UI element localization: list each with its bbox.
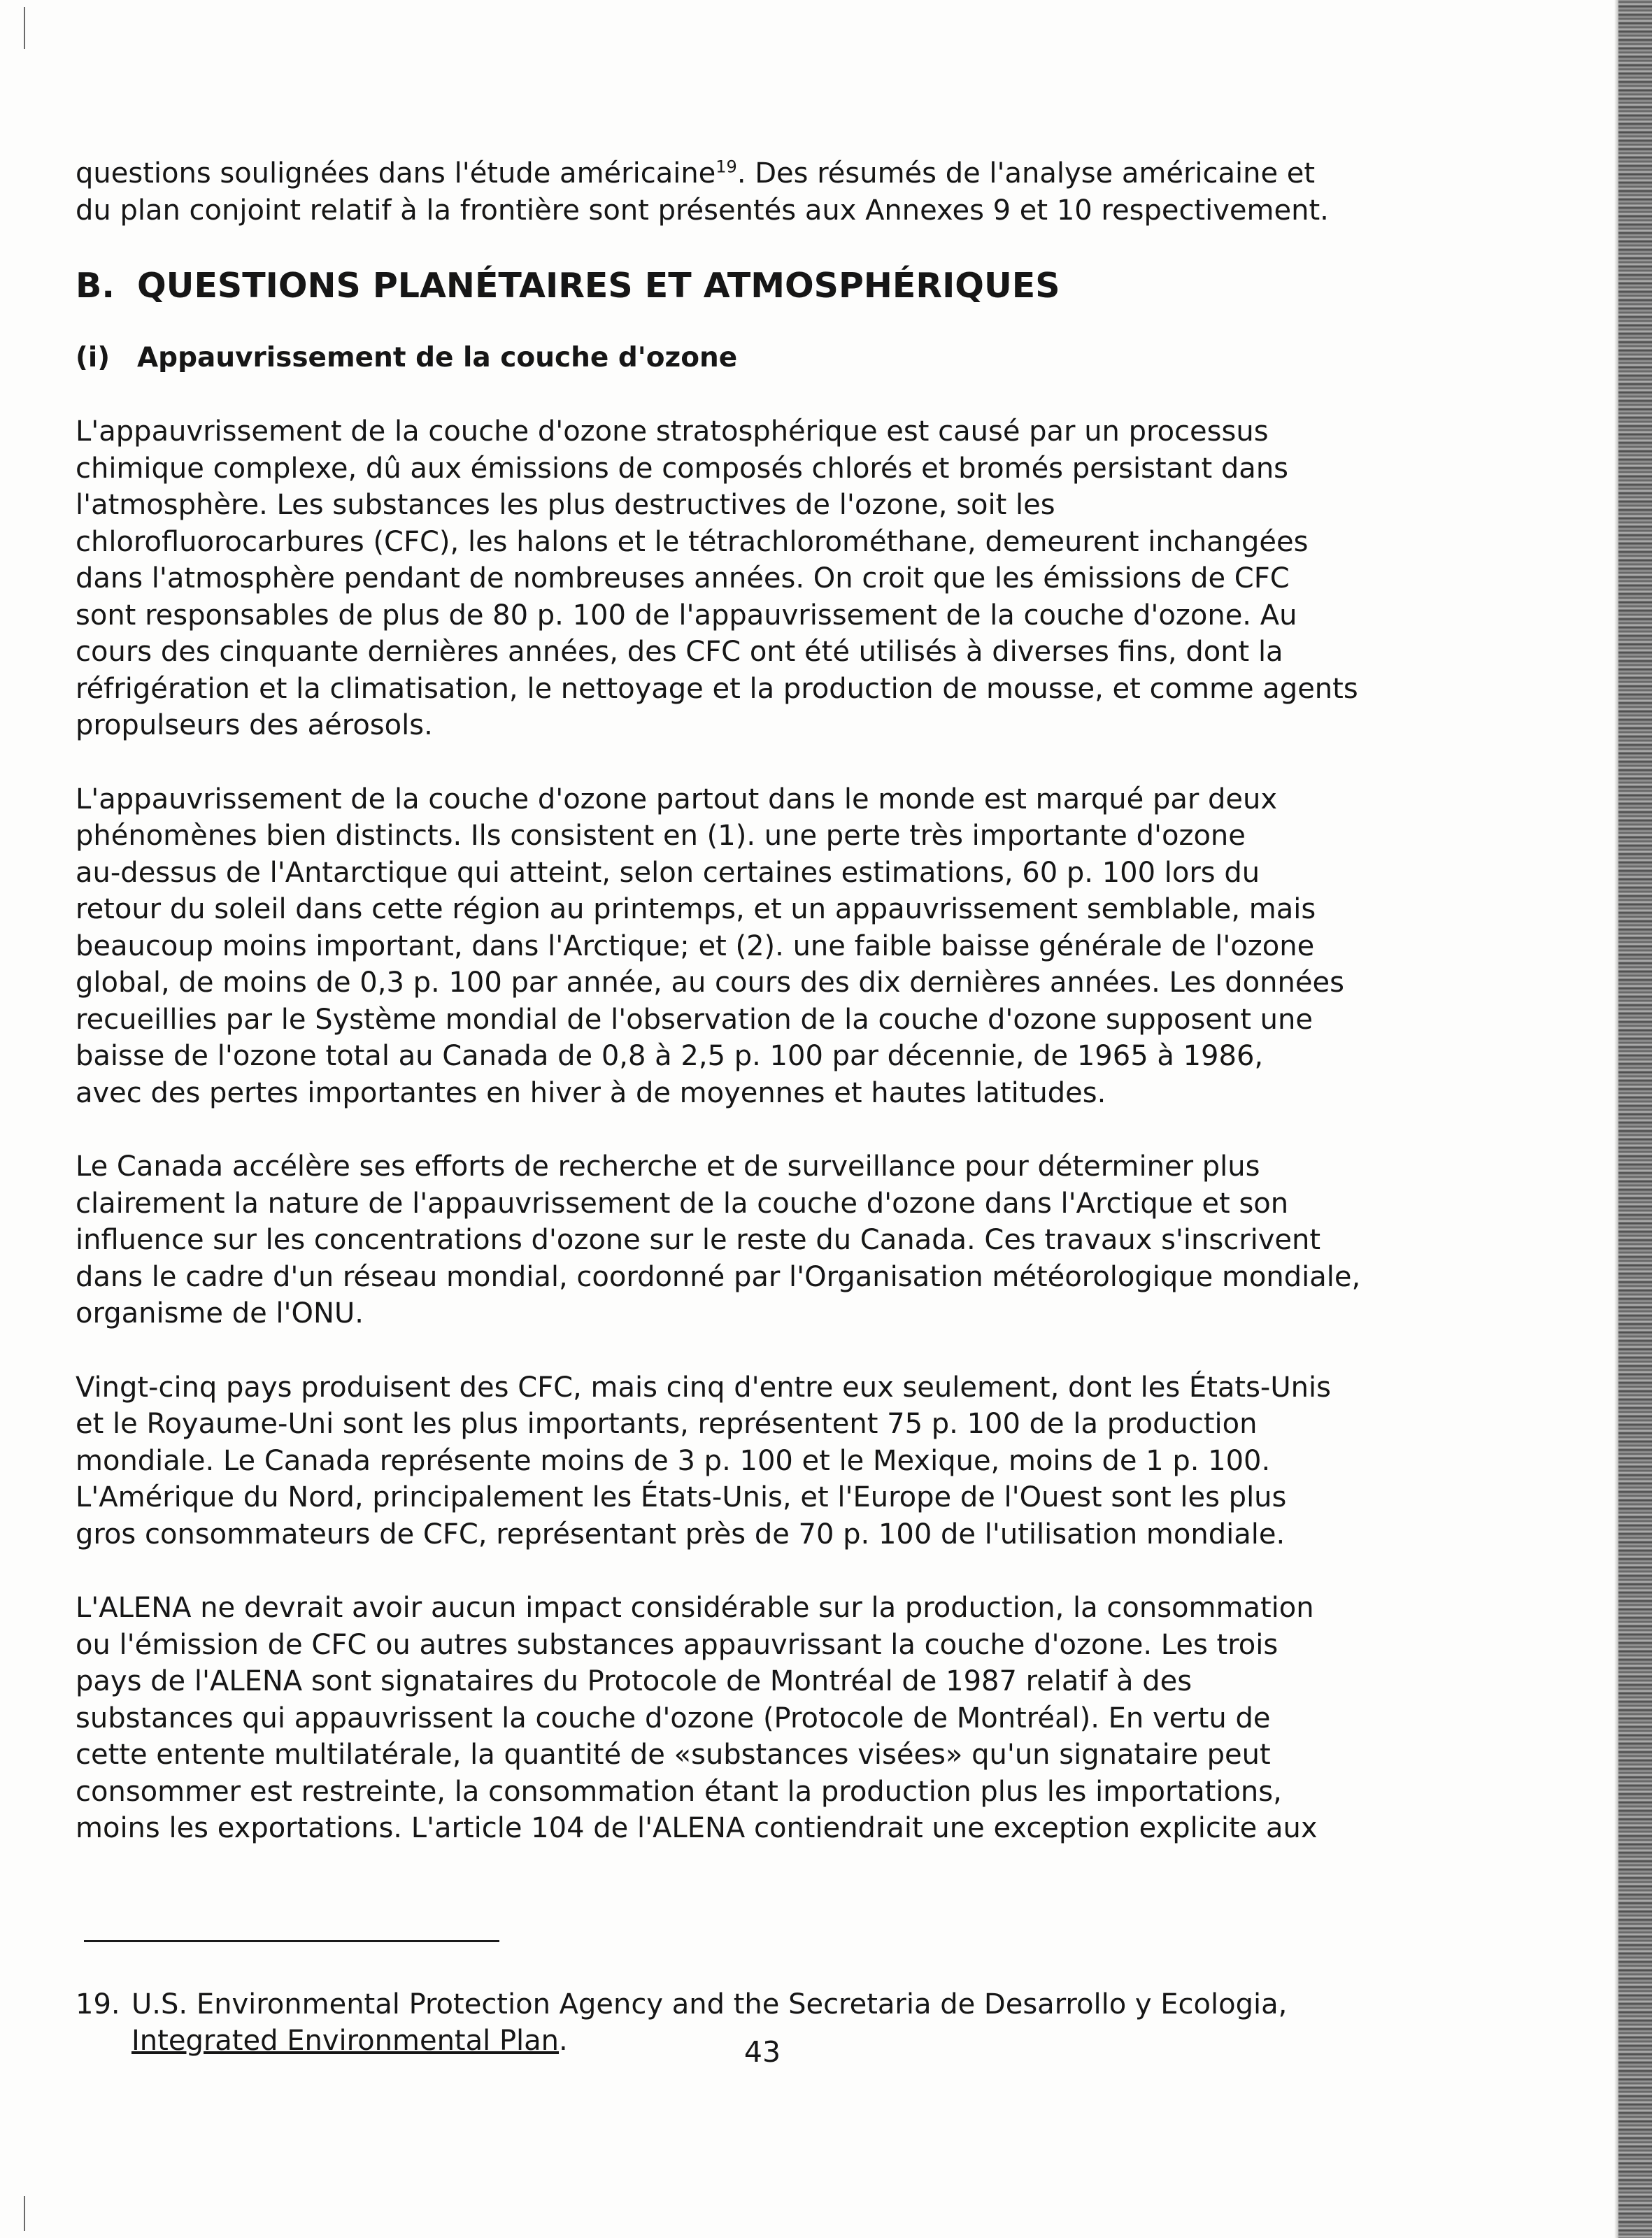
- page-number: 43: [743, 2035, 781, 2069]
- paragraph-line: gros consommateurs de CFC, représentant près de 70 p. 100 de l'utilisation mondiale.: [76, 1518, 1286, 1551]
- subsection-number: (i): [76, 342, 111, 373]
- paragraph-line: organisme de l'ONU.: [76, 1297, 364, 1330]
- paragraph-line: phénomènes bien distincts. Ils consistent en (1). une perte très importante d'ozone: [76, 820, 1246, 852]
- paragraph-line: chlorofluorocarbures (CFC), les halons et le tétrachlorométhane, demeurent inchangées: [76, 525, 1309, 558]
- paragraph-line: au-dessus de l'Antarctique qui atteint, selon certaines estimations, 60 p. 100 lors du: [76, 856, 1260, 889]
- paragraph-line: cette entente multilatérale, la quantité de «substances visées» qu'un signataire peut: [76, 1739, 1271, 1771]
- binding-mark-top: [24, 7, 25, 49]
- section-number: B.: [76, 266, 115, 306]
- paragraph-two-phenomena: [76, 781, 1425, 1112]
- paragraph-line: pays de l'ALENA sont signataires du Protocole de Montréal de 1987 relatif à des: [76, 1665, 1192, 1697]
- paragraph-line: L'appauvrissement de la couche d'ozone partout dans le monde est marqué par deux: [76, 783, 1278, 815]
- paragraph-line: réfrigération et la climatisation, le nettoyage et la production de mousse, et comme agents: [76, 672, 1358, 705]
- section-heading: [76, 266, 1425, 306]
- paragraph-canada-research: [76, 1148, 1425, 1332]
- footnote-title-line: [76, 2023, 1287, 2059]
- footnote-19: [76, 1986, 1287, 2059]
- intro-line-1: questions soulignées dans l'étude américaine$^{19}$. Des résumés de l'analyse américaine et: [76, 157, 1316, 190]
- paragraph-line: global, de moins de 0,3 p. 100 par année, au cours des dix dernières années. Les données: [76, 967, 1344, 999]
- paragraph-line: ou l'émission de CFC ou autres substances appauvrissant la couche d'ozone. Les trois: [76, 1628, 1279, 1661]
- paragraph-alena-impact: [76, 1590, 1425, 1847]
- footnote-text: U.S. Environmental Protection Agency and the Secretaria de Desarrollo y Ecologia,: [131, 1988, 1288, 2020]
- paragraph-line: dans l'atmosphère pendant de nombreuses années. On croit que les émissions de CFC: [76, 562, 1290, 594]
- paragraph-line: et le Royaume-Uni sont les plus importants, représentent 75 p. 100 de la production: [76, 1408, 1258, 1440]
- paragraph-cfc-production: [76, 1369, 1425, 1553]
- scan-edge-artifact: [1618, 0, 1652, 2238]
- paragraph-line: l'atmosphère. Les substances les plus destructives de l'ozone, soit les: [76, 489, 1055, 521]
- footnote-number: 19.: [76, 1988, 120, 2020]
- paragraph-line: influence sur les concentrations d'ozone sur le reste du Canada. Ces travaux s'inscrivent: [76, 1224, 1321, 1256]
- binding-mark-bottom: [24, 2196, 25, 2231]
- paragraph-line: cours des cinquante dernières années, des CFC ont été utilisés à diverses fins, dont la: [76, 636, 1283, 668]
- paragraph-line: clairement la nature de l'appauvrissement de la couche d'ozone dans l'Arctique et son: [76, 1187, 1289, 1220]
- intro-paragraph: [76, 155, 1425, 229]
- section-title: QUESTIONS PLANÉTAIRES ET ATMOSPHÉRIQUES: [137, 266, 1060, 306]
- paragraph-line: L'ALENA ne devrait avoir aucun impact considérable sur la production, la consommation: [76, 1592, 1314, 1624]
- paragraph-line: L'Amérique du Nord, principalement les États-Unis, et l'Europe de l'Ouest sont les plus: [76, 1481, 1287, 1513]
- paragraph-line: propulseurs des aérosols.: [76, 709, 433, 741]
- paragraph-line: Vingt-cinq pays produisent des CFC, mais cinq d'entre eux seulement, dont les États-Unis: [76, 1371, 1331, 1404]
- footnote-divider: [84, 1940, 499, 1942]
- subsection-title: Appauvrissement de la couche d'ozone: [137, 342, 738, 373]
- paragraph-line: retour du soleil dans cette région au printemps, et un appauvrissement semblable, mais: [76, 893, 1316, 925]
- paragraph-line: moins les exportations. L'article 104 de l'ALENA contiendrait une exception explicite aux: [76, 1812, 1318, 1844]
- page-body: [76, 155, 1425, 1884]
- paragraph-line: beaucoup moins important, dans l'Arctique; et (2). une faible baisse générale de l'ozone: [76, 929, 1315, 962]
- paragraph-line: chimique complexe, dû aux émissions de composés chlorés et bromés persistant dans: [76, 452, 1289, 485]
- intro-line-2: du plan conjoint relatif à la frontière sont présentés aux Annexes 9 et 10 respectivement.: [76, 194, 1329, 227]
- footnote-ref-19: 19: [715, 157, 737, 177]
- paragraph-line: dans le cadre d'un réseau mondial, coordonné par l'Organisation météorologique mondiale,: [76, 1260, 1361, 1293]
- paragraph-line: Le Canada accélère ses efforts de recherche et de surveillance pour déterminer plus: [76, 1150, 1260, 1183]
- paragraph-line: baisse de l'ozone total au Canada de 0,8 à 2,5 p. 100 par décennie, de 1965 à 1986,: [76, 1040, 1264, 1072]
- paragraph-line: avec des pertes importantes en hiver à de moyennes et hautes latitudes.: [76, 1076, 1106, 1109]
- subsection-heading: [76, 342, 1425, 373]
- paragraph-line: L'appauvrissement de la couche d'ozone stratosphérique est causé par un processus: [76, 415, 1269, 448]
- paragraph-line: substances qui appauvrissent la couche d'ozone (Protocole de Montréal). En vertu de: [76, 1702, 1271, 1734]
- paragraph-line: consommer est restreinte, la consommation étant la production plus les importations,: [76, 1775, 1282, 1808]
- paragraph-line: recueillies par le Système mondial de l'observation de la couche d'ozone supposent une: [76, 1003, 1313, 1036]
- paragraph-line: mondiale. Le Canada représente moins de 3 p. 100 et le Mexique, moins de 1 p. 100.: [76, 1444, 1271, 1477]
- paragraph-line: sont responsables de plus de 80 p. 100 de l'appauvrissement de la couche d'ozone. Au: [76, 599, 1297, 632]
- paragraph-ozone-depletion-causes: [76, 413, 1425, 744]
- footnote-title-suffix: .: [559, 2025, 568, 2057]
- footnote-title: Integrated Environmental Plan: [131, 2025, 560, 2057]
